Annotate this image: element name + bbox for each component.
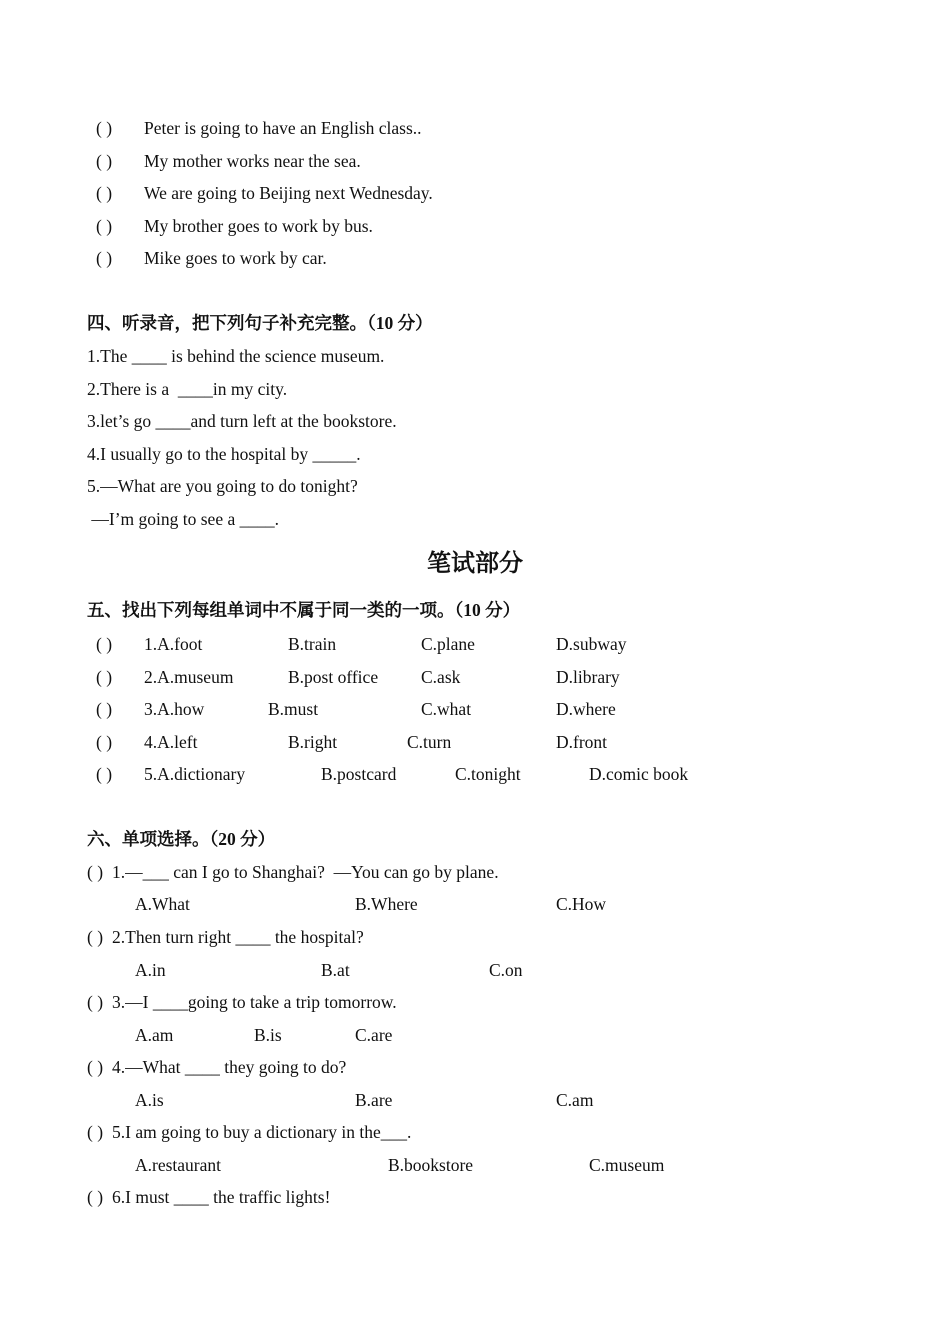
option-b: B.bookstore xyxy=(388,1155,474,1175)
option-b: B.postcard xyxy=(321,764,397,784)
answer-paren[interactable]: ( ) xyxy=(87,927,104,947)
option-c: C.museum xyxy=(589,1155,665,1175)
fill-sentence-5: 5.—What are you going to do tonight? xyxy=(87,476,358,496)
option-b: B.is xyxy=(254,1025,282,1045)
answer-paren[interactable]: ( ) xyxy=(96,699,113,719)
section5-title: 五、找出下列每组单词中不属于同一类的一项。 xyxy=(87,601,455,621)
section6-title: 六、单项选择。 xyxy=(87,830,210,850)
question-2: 2.Then turn right ____ the hospital? xyxy=(112,927,364,947)
list-item: We are going to Beijing next Wednesday. xyxy=(144,183,433,203)
option-c: C.plane xyxy=(421,634,475,654)
option-a: A.What xyxy=(135,894,190,914)
section4-score: （10 分） xyxy=(367,313,433,333)
answer-paren[interactable]: ( ) xyxy=(96,667,113,687)
option-a: 2.A.museum xyxy=(144,667,234,687)
answer-paren[interactable]: ( ) xyxy=(87,862,104,882)
answer-paren[interactable]: ( ) xyxy=(96,183,113,203)
option-d: D.comic book xyxy=(589,764,689,784)
list-item: Peter is going to have an English class.. xyxy=(144,118,422,138)
written-part-title: 笔试部分 xyxy=(427,549,523,577)
option-d: D.library xyxy=(556,667,620,687)
list-item: Mike goes to work by car. xyxy=(144,248,327,268)
option-a: 1.A.foot xyxy=(144,634,203,654)
list-item: My brother goes to work by bus. xyxy=(144,216,373,236)
answer-paren[interactable]: ( ) xyxy=(87,992,104,1012)
option-a: 4.A.left xyxy=(144,732,198,752)
option-c: C.How xyxy=(556,894,607,914)
answer-paren[interactable]: ( ) xyxy=(96,732,113,752)
option-a: 5.A.dictionary xyxy=(144,764,246,784)
answer-paren[interactable]: ( ) xyxy=(96,764,113,784)
fill-sentence-5-answer: —I’m going to see a ____. xyxy=(87,509,279,529)
option-b: B.train xyxy=(288,634,337,654)
answer-paren[interactable]: ( ) xyxy=(96,216,113,236)
answer-paren[interactable]: ( ) xyxy=(96,118,113,138)
answer-paren[interactable]: ( ) xyxy=(87,1187,104,1207)
section6-heading xyxy=(87,828,275,851)
answer-paren[interactable]: ( ) xyxy=(96,151,113,171)
fill-sentence-4: 4.I usually go to the hospital by _____. xyxy=(87,444,361,464)
option-c: C.on xyxy=(489,960,523,980)
option-b: B.post office xyxy=(288,667,379,687)
fill-sentence-1: 1.The ____ is behind the science museum. xyxy=(87,346,385,366)
option-b: B.are xyxy=(355,1090,393,1110)
option-d: D.where xyxy=(556,699,616,719)
option-a: A.am xyxy=(135,1025,174,1045)
section4-title: 四、听录音，把下列句子补充完整。 xyxy=(87,314,367,334)
answer-paren[interactable]: ( ) xyxy=(96,634,113,654)
option-b: B.right xyxy=(288,732,338,752)
answer-paren[interactable]: ( ) xyxy=(96,248,113,268)
option-a: A.is xyxy=(135,1090,164,1110)
option-c: C.are xyxy=(355,1025,393,1045)
answer-paren[interactable]: ( ) xyxy=(87,1122,104,1142)
option-a: A.restaurant xyxy=(135,1155,222,1175)
section5-score: （10 分） xyxy=(454,600,521,620)
option-c: C.am xyxy=(556,1090,594,1110)
option-b: B.at xyxy=(321,960,350,980)
option-a: A.in xyxy=(135,960,166,980)
section6-score: （20 分） xyxy=(209,829,276,849)
option-b: B.must xyxy=(268,699,319,719)
question-3: 3.—I ____going to take a trip tomorrow. xyxy=(112,992,397,1012)
question-1: 1.—___ can I go to Shanghai? —You can go by plane. xyxy=(112,862,499,882)
question-6: 6.I must ____ the traffic lights! xyxy=(112,1187,331,1207)
fill-sentence-3: 3.let’s go ____and turn left at the bookstore. xyxy=(87,411,397,431)
option-c: C.ask xyxy=(421,667,461,687)
option-c: C.turn xyxy=(407,732,452,752)
answer-paren[interactable]: ( ) xyxy=(87,1057,104,1077)
option-b: B.Where xyxy=(355,894,418,914)
section4-heading xyxy=(87,312,433,335)
list-item: My mother works near the sea. xyxy=(144,151,361,171)
section5-heading xyxy=(87,599,520,622)
question-4: 4.—What ____ they going to do? xyxy=(112,1057,347,1077)
option-d: D.subway xyxy=(556,634,627,654)
option-d: D.front xyxy=(556,732,608,752)
option-a: 3.A.how xyxy=(144,699,205,719)
option-c: C.tonight xyxy=(455,764,521,784)
fill-sentence-2: 2.There is a ____in my city. xyxy=(87,379,288,399)
option-c: C.what xyxy=(421,699,472,719)
question-5: 5.I am going to buy a dictionary in the___. xyxy=(112,1122,412,1142)
